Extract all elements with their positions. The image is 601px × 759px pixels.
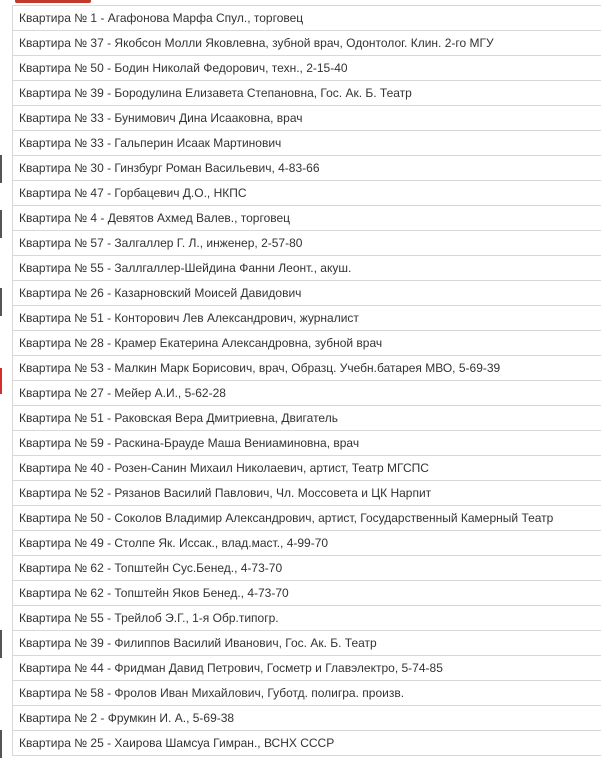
list-item[interactable]: Квартира № 39 - Филиппов Василий Иванович, Гос. Ак. Б. Театр — [12, 631, 601, 656]
list-item[interactable]: Квартира № 47 - Горбацевич Д.О., НКПС — [12, 181, 601, 206]
list-item[interactable]: Квартира № 33 - Бунимович Дина Исааковна, врач — [12, 106, 601, 131]
list-item[interactable]: Квартира № 40 - Розен-Санин Михаил Николаевич, артист, Театр МГСПС — [12, 456, 601, 481]
list-item[interactable]: Квартира № 2 - Фрумкин И. А., 5-69-38 — [12, 706, 601, 731]
list-item[interactable]: Квартира № 26 - Казарновский Моисей Давидович — [12, 281, 601, 306]
list-item[interactable]: Квартира № 1 - Агафонова Марфа Спул., торговец — [12, 6, 601, 31]
list-item[interactable]: Квартира № 57 - Залгаллер Г. Л., инженер, 2-57-80 — [12, 231, 601, 256]
edge-mark — [0, 210, 2, 238]
edge-mark-red — [0, 368, 2, 394]
list-item[interactable]: Квартира № 51 - Раковская Вера Дмитриевна, Двигатель — [12, 406, 601, 431]
list-item[interactable]: Квартира № 62 - Топштейн Яков Бенед., 4-73-70 — [12, 581, 601, 606]
residents-list — [12, 5, 601, 756]
active-tab-indicator[interactable] — [15, 0, 91, 3]
list-item[interactable]: Квартира № 55 - Заллгаллер-Шейдина Фанни Леонт., акуш. — [12, 256, 601, 281]
list-item[interactable]: Квартира № 28 - Крамер Екатерина Александровна, зубной врач — [12, 331, 601, 356]
edge-mark — [0, 730, 2, 758]
list-item[interactable]: Квартира № 50 - Бодин Николай Федорович, техн., 2-15-40 — [12, 56, 601, 81]
list-item[interactable]: Квартира № 44 - Фридман Давид Петрович, Госметр и Главэлектро, 5-74-85 — [12, 656, 601, 681]
list-item[interactable]: Квартира № 39 - Бородулина Елизавета Степановна, Гос. Ак. Б. Театр — [12, 81, 601, 106]
list-item[interactable]: Квартира № 59 - Раскина-Брауде Маша Вениаминовна, врач — [12, 431, 601, 456]
list-item[interactable]: Квартира № 49 - Столпе Як. Иссак., влад.маст., 4-99-70 — [12, 531, 601, 556]
list-item[interactable]: Квартира № 52 - Рязанов Василий Павлович, Чл. Моссовета и ЦК Нарпит — [12, 481, 601, 506]
list-item[interactable]: Квартира № 53 - Малкин Марк Борисович, врач, Образц. Учебн.батарея МВО, 5-69-39 — [12, 356, 601, 381]
edge-mark — [0, 288, 2, 316]
list-item[interactable]: Квартира № 37 - Якобсон Молли Яковлевна, зубной врач, Одонтолог. Клин. 2-го МГУ — [12, 31, 601, 56]
list-item[interactable]: Квартира № 62 - Топштейн Сус.Бенед., 4-73-70 — [12, 556, 601, 581]
list-item[interactable]: Квартира № 33 - Гальперин Исаак Мартинович — [12, 131, 601, 156]
list-item[interactable]: Квартира № 4 - Девятов Ахмед Валев., торговец — [12, 206, 601, 231]
list-item[interactable]: Квартира № 58 - Фролов Иван Михайлович, Губотд. полигра. произв. — [12, 681, 601, 706]
list-item[interactable]: Квартира № 51 - Конторович Лев Александрович, журналист — [12, 306, 601, 331]
list-item[interactable]: Квартира № 27 - Мейер А.И., 5-62-28 — [12, 381, 601, 406]
list-item[interactable]: Квартира № 25 - Хаирова Шамсуа Гимран., ВСНХ СССР — [12, 731, 601, 756]
list-item[interactable]: Квартира № 50 - Соколов Владимир Александрович, артист, Государственный Камерный Театр — [12, 506, 601, 531]
edge-mark — [0, 630, 2, 658]
list-item[interactable]: Квартира № 55 - Трейлоб Э.Г., 1-я Обр.типогр. — [12, 606, 601, 631]
edge-mark — [0, 155, 2, 183]
list-item[interactable]: Квартира № 30 - Гинзбург Роман Васильевич, 4-83-66 — [12, 156, 601, 181]
